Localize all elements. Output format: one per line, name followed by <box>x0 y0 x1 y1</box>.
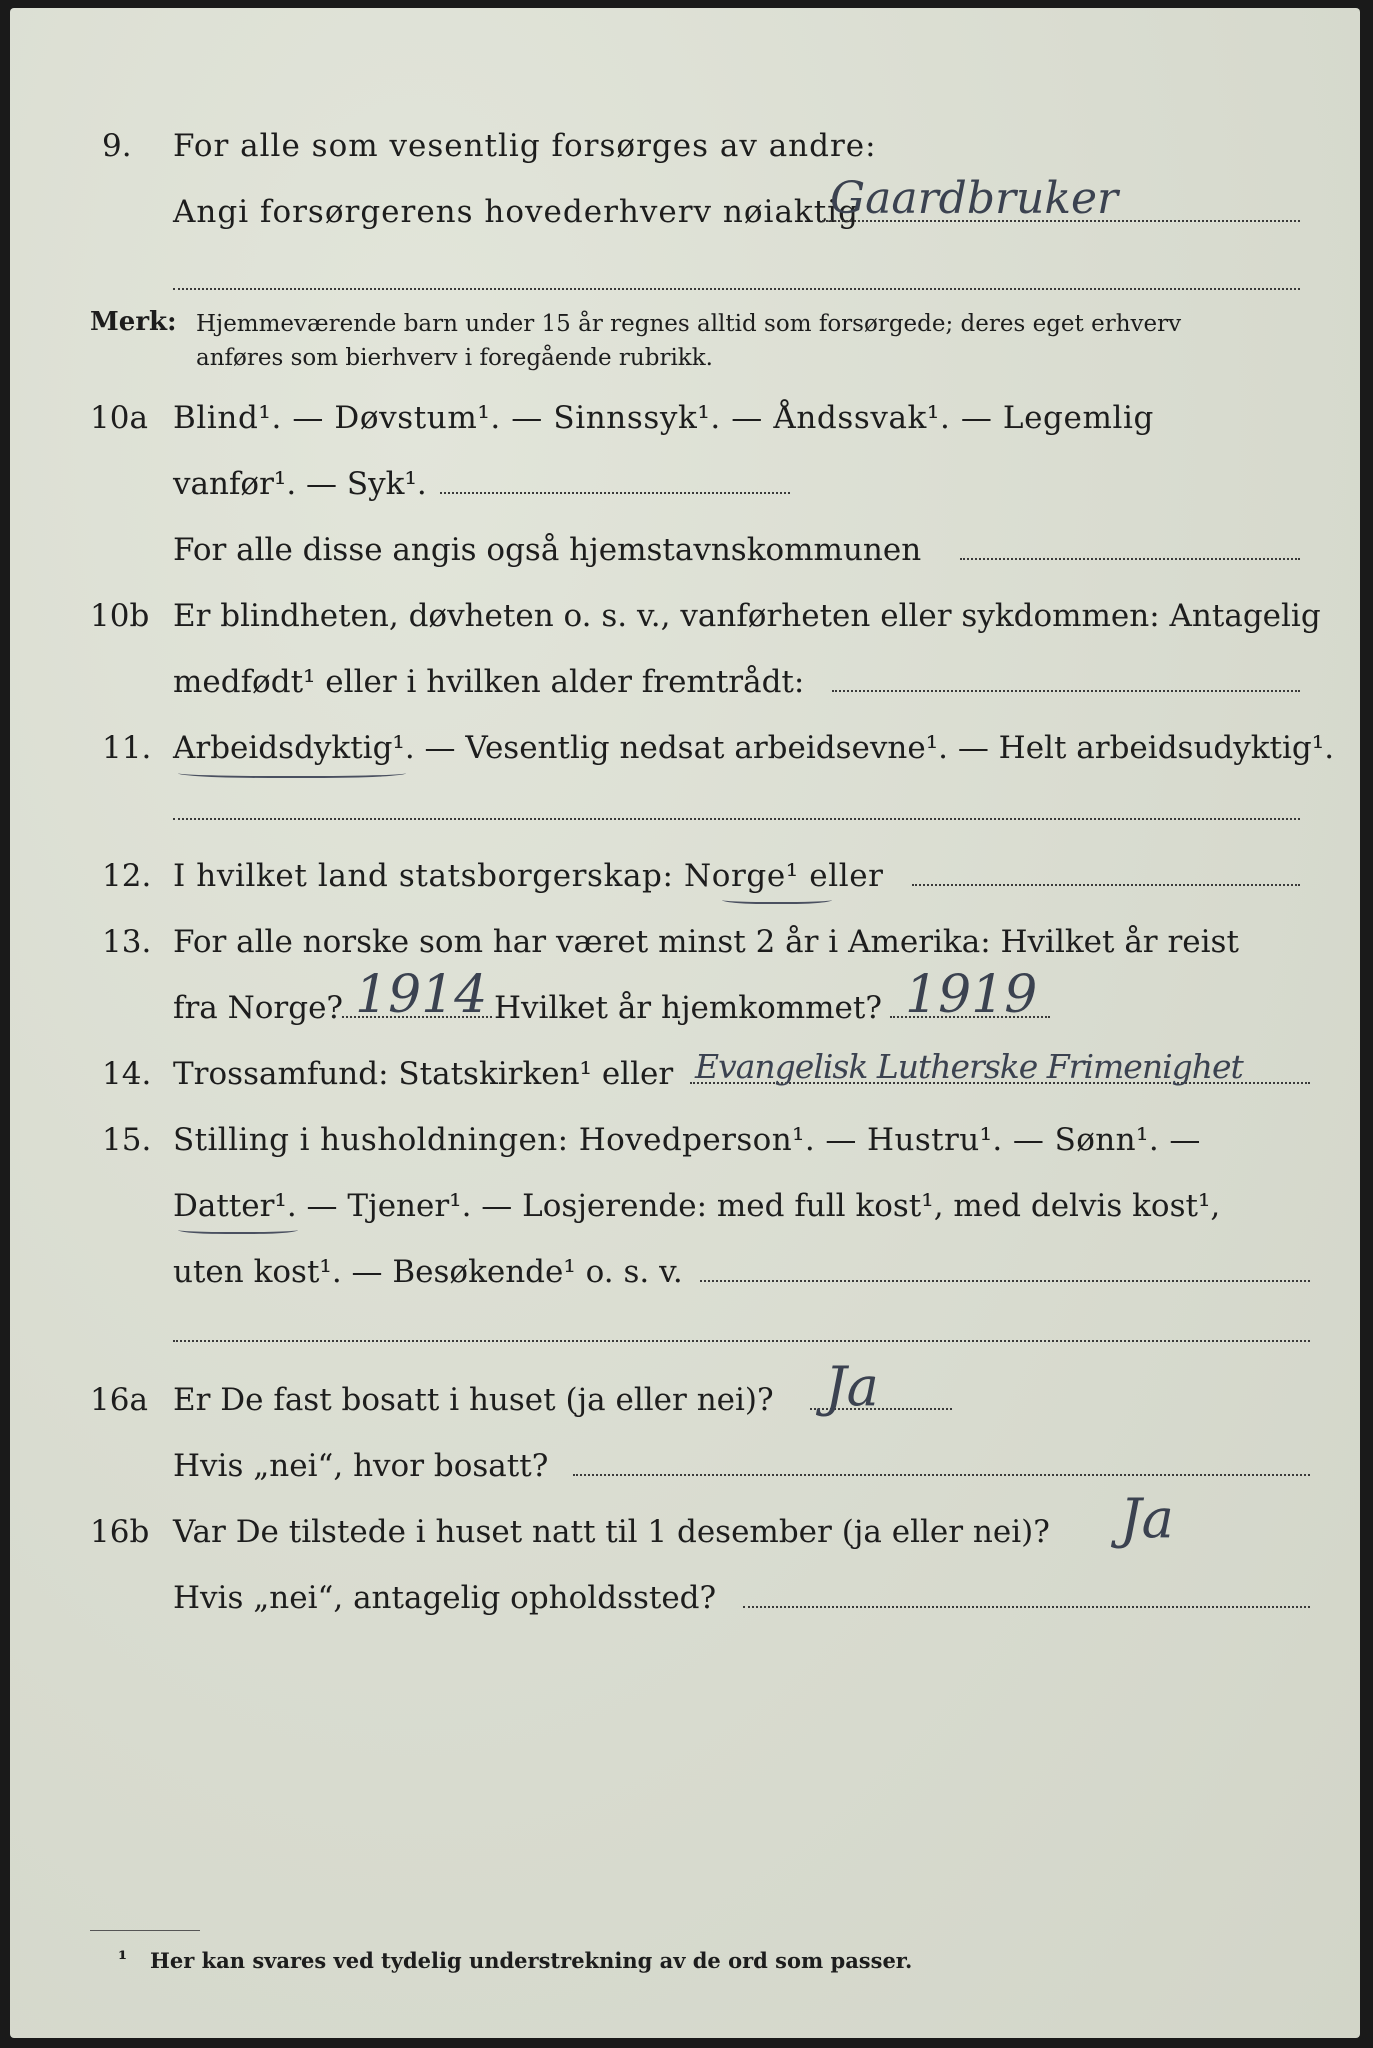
q9-line1: For alle som vesentlig forsørges av andre: <box>173 128 877 164</box>
merk-line2: anføres som bierhverv i foregående rubrikk. <box>196 345 713 371</box>
merk-label: Merk: <box>90 307 177 337</box>
q14-line1: Trossamfund: Statskirken¹ eller <box>173 1056 674 1092</box>
q12-line1: I hvilket land statsborgerskap: Norge¹ eller <box>173 858 884 894</box>
q12-number: 12. <box>102 858 152 894</box>
q13-line1: For alle norske som har været minst 2 år i Amerika: Hvilket år reist <box>173 924 1239 960</box>
q11-arbeidsdyktig-underline <box>178 766 406 778</box>
q10b-line1: Er blindheten, døvheten o. s. v., vanførheten eller sykdommen: Antagelig <box>173 598 1321 634</box>
q10a-line1: Blind¹. — Døvstum¹. — Sinnssyk¹. — Åndssvak¹. — Legemlig <box>173 400 1154 436</box>
footnote-mark: ¹ <box>118 1946 128 1971</box>
q13-number: 13. <box>102 924 152 960</box>
q16a-answer-handwritten: Ja <box>825 1355 879 1418</box>
q16b-line2: Hvis „nei“, antagelig opholdssted? <box>173 1580 717 1616</box>
q9-number: 9. <box>102 128 132 164</box>
q14-number: 14. <box>102 1056 152 1092</box>
q10a-line3: For alle disse angis også hjemstavnskommunen <box>173 532 922 568</box>
q14-answer-handwritten: Evangelisk Lutherske Frimenighet <box>695 1047 1243 1086</box>
q15-answer-line <box>700 1280 1310 1282</box>
q10b-number: 10b <box>90 598 150 634</box>
q10a-number: 10a <box>90 400 148 436</box>
q9-answer-handwritten: Gaardbruker <box>830 173 1119 224</box>
q16b-number: 16b <box>90 1514 150 1550</box>
q16a-line1: Er De fast bosatt i huset (ja eller nei)? <box>173 1382 774 1418</box>
q11-number: 11. <box>102 730 152 766</box>
q10a-hjemstavn-line <box>960 558 1300 560</box>
q15-datter-underline <box>178 1224 298 1234</box>
q16a-bosatt-line <box>573 1474 1310 1476</box>
q10b-line2: medfødt¹ eller i hvilken alder fremtrådt: <box>173 664 805 700</box>
q13-answer2-handwritten: 1919 <box>905 965 1038 1025</box>
q9-extra-line <box>173 288 1300 290</box>
q16b-opholdssted-line <box>743 1606 1310 1608</box>
footnote-text: Her kan svares ved tydelig understrekning av de ord som passer. <box>150 1948 913 1973</box>
q13-answer1-handwritten: 1914 <box>355 965 488 1025</box>
footnote-divider <box>90 1930 200 1931</box>
q11-extra-line <box>173 818 1300 820</box>
census-form-page <box>10 8 1360 2038</box>
q10a-syk-line <box>440 492 790 494</box>
q15-line3: uten kost¹. — Besøkende¹ o. s. v. <box>173 1254 683 1290</box>
q15-line1: Stilling i husholdningen: Hovedperson¹. — Hustru¹. — Sønn¹. — <box>173 1122 1201 1158</box>
q15-number: 15. <box>102 1122 152 1158</box>
q10b-answer-line <box>832 690 1300 692</box>
q9-line2: Angi forsørgerens hovederhverv nøiaktig <box>173 194 859 230</box>
q12-answer-line <box>912 884 1300 886</box>
q15-line2: Datter¹. — Tjener¹. — Losjerende: med full kost¹, med delvis kost¹, <box>173 1188 1221 1224</box>
q11-line1: Arbeidsdyktig¹. — Vesentlig nedsat arbeidsevne¹. — Helt arbeidsudyktig¹. <box>173 730 1335 766</box>
q16b-line1: Var De tilstede i huset natt til 1 desember (ja eller nei)? <box>173 1514 1050 1550</box>
q13-line2a: fra Norge? <box>173 990 344 1026</box>
q16a-line2: Hvis „nei“, hvor bosatt? <box>173 1448 549 1484</box>
q12-norge-underline <box>722 894 832 904</box>
merk-line1: Hjemmeværende barn under 15 år regnes alltid som forsørgede; deres eget erhverv <box>196 311 1182 337</box>
q16b-answer-handwritten: Ja <box>1120 1487 1174 1550</box>
q10a-line2: vanfør¹. — Syk¹. <box>173 466 427 502</box>
q16a-number: 16a <box>90 1382 148 1418</box>
q13-line2b: Hvilket år hjemkommet? <box>494 990 882 1026</box>
q15-extra-line <box>173 1340 1310 1342</box>
